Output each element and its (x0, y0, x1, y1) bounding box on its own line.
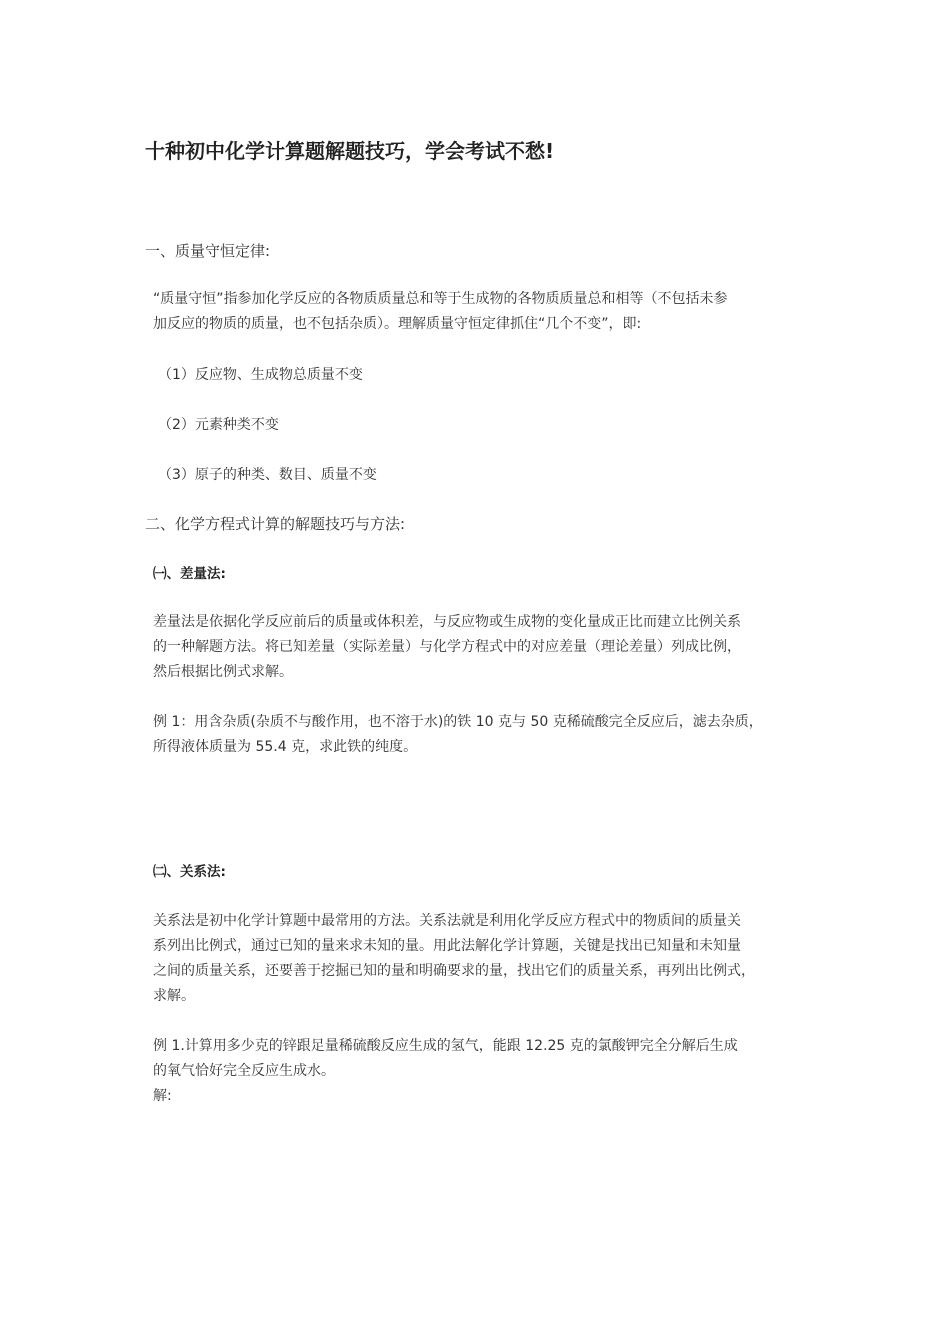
method2-solution-label: 解: (153, 1088, 172, 1104)
method1-desc-line-3: 然后根据比例式求解。 (153, 664, 293, 680)
method-heading-relation: ㈡、关系法: (153, 864, 226, 880)
method2-example-line-1: 例 1.计算用多少克的锌跟足量稀硫酸反应生成的氢气，能跟 12.25 克的氯酸钾完全分解后生成 (153, 1038, 738, 1054)
list-item: （2）元素种类不变 (158, 417, 279, 433)
method2-example-line-2: 的氧气恰好完全反应生成水。 (153, 1063, 335, 1079)
section-heading-mass-conservation: 一、质量守恒定律: (145, 242, 271, 260)
document-title: 十种初中化学计算题解题技巧，学会考试不愁! (145, 139, 555, 163)
method2-desc-line-1: 关系法是初中化学计算题中最常用的方法。关系法就是利用化学反应方程式中的物质间的质量关 (153, 913, 741, 929)
method2-desc-line-3: 之间的质量关系，还要善于挖掘已知的量和明确要求的量，找出它们的质量关系，再列出比例式， (153, 963, 755, 979)
method1-example-line-2: 所得液体质量为 55.4 克，求此铁的纯度。 (153, 739, 418, 755)
method2-desc-line-4: 求解。 (153, 988, 195, 1004)
section1-intro-line-1: “质量守恒”指参加化学反应的各物质质量总和等于生成物的各物质质量总和相等（不包括未参 (153, 291, 728, 307)
method1-desc-line-1: 差量法是依据化学反应前后的质量或体积差，与反应物或生成物的变化量成正比而建立比例关系 (153, 614, 741, 630)
method2-desc-line-2: 系列出比例式，通过已知的量来求未知的量。用此法解化学计算题，关键是找出已知量和未知量 (153, 938, 741, 954)
section-heading-equation-methods: 二、化学方程式计算的解题技巧与方法: (145, 515, 406, 533)
list-item: （1）反应物、生成物总质量不变 (158, 367, 363, 383)
method-heading-difference: ㈠、差量法: (153, 566, 226, 582)
method1-desc-line-2: 的一种解题方法。将已知差量（实际差量）与化学方程式中的对应差量（理论差量）列成比例， (153, 639, 741, 655)
list-item: （3）原子的种类、数目、质量不变 (158, 467, 377, 483)
section1-intro-line-2: 加反应的物质的质量，也不包括杂质）。理解质量守恒定律抓住“几个不变”，即: (153, 316, 642, 332)
method1-example-line-1: 例 1：用含杂质(杂质不与酸作用，也不溶于水)的铁 10 克与 50 克稀硫酸完全反应后，滤去杂质， (153, 714, 763, 730)
